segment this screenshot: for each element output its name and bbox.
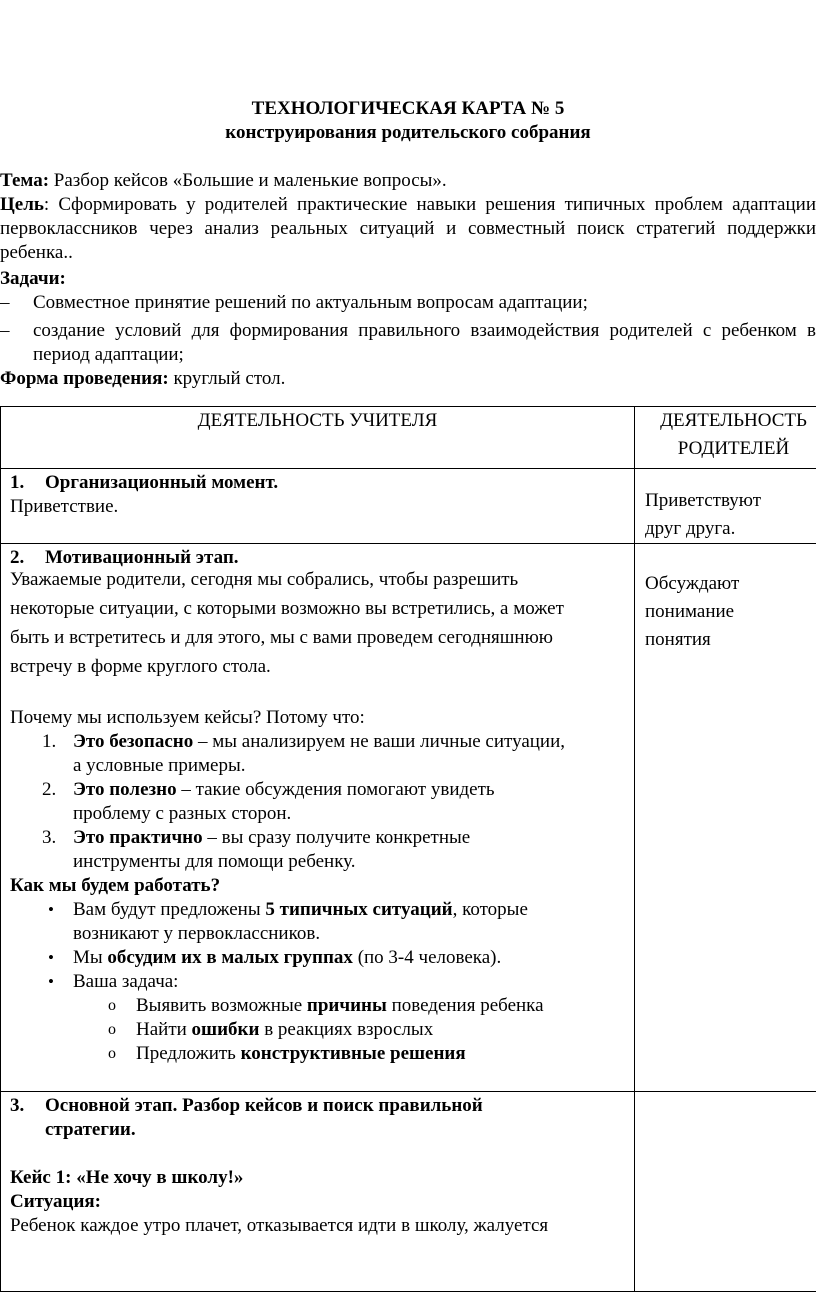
task-text: создание условий для формирования правильного взаимодействия родителей с ребенком в период адаптации; <box>33 319 816 367</box>
bullet-marker: • <box>48 970 54 994</box>
stage-heading: стратегии. <box>45 1118 136 1142</box>
case-title: Кейс 1: «Не хочу в школу!» <box>10 1166 243 1190</box>
parents-text-line: понимание <box>645 598 734 626</box>
goal-paragraph <box>0 193 816 265</box>
situation-label: Ситуация: <box>10 1190 101 1214</box>
sub-bullet-item <box>136 1018 433 1042</box>
reason-number: 1. <box>42 730 56 754</box>
table-row <box>1 469 816 544</box>
bullet-text: Мы <box>73 947 107 968</box>
sub-bullet-text: Предложить <box>136 1043 241 1064</box>
bullet-bold: 5 типичных ситуаций <box>265 899 452 920</box>
sub-bullet-item <box>136 1042 466 1066</box>
parents-text-line: понятия <box>645 626 711 654</box>
stage-number: 3. <box>10 1094 24 1118</box>
bullet-text: (по 3-4 человека). <box>353 947 501 968</box>
bullet-item <box>73 898 528 922</box>
parents-text-line: Обсуждают <box>645 570 739 598</box>
topic-line <box>0 169 816 193</box>
intro-line: встречу в форме круглого стола. <box>10 653 271 681</box>
reason-item <box>73 778 495 802</box>
reason-number: 3. <box>42 826 56 850</box>
sub-bullet-marker: o <box>108 1018 116 1042</box>
reason-line2: инструменты для помощи ребенку. <box>73 850 356 874</box>
sub-bullet-bold: причины <box>307 995 387 1016</box>
teacher-cell <box>1 1092 635 1292</box>
header-parents <box>635 407 816 469</box>
goal-text: : Сформировать у родителей практические навыки решения типичных проблем адаптации первоклассников через анализ реальных ситуаций и совместный поиск стратегий поддержки ребенка.. <box>0 194 816 263</box>
stage-number: 2. <box>10 546 24 570</box>
form-text: круглый стол. <box>169 368 286 389</box>
stage-number: 1. <box>10 471 24 495</box>
bullet-text: Вам будут предложены <box>73 899 265 920</box>
bullet-text: , которые <box>453 899 528 920</box>
dash-marker: – <box>0 291 10 315</box>
sub-bullet-text: поведения ребенка <box>387 995 544 1016</box>
intro-line: некоторые ситуации, с которыми возможно вы встретились, а может <box>10 595 564 623</box>
stage-heading: Мотивационный этап. <box>45 546 239 570</box>
intro-line: быть и встретитесь и для этого, мы с вами проведем сегодняшнюю <box>10 624 553 652</box>
sub-bullet-text: Найти <box>136 1019 192 1040</box>
reason-bold: Это безопасно <box>73 731 193 752</box>
parents-cell <box>635 544 816 1092</box>
sub-bullet-bold: конструктивные решения <box>241 1043 466 1064</box>
table-header-row <box>1 407 816 469</box>
reason-line2: проблему с разных сторон. <box>73 802 291 826</box>
parents-text-line: Приветствуют <box>645 487 761 515</box>
sub-bullet-marker: o <box>108 1042 116 1066</box>
header-teacher: ДЕЯТЕЛЬНОСТЬ УЧИТЕЛЯ <box>1 407 635 469</box>
bullet-item <box>73 946 501 970</box>
reason-item <box>73 730 565 754</box>
table-row <box>1 1092 816 1292</box>
topic-label: Тема: <box>0 170 49 191</box>
reason-text: – вы сразу получите конкретные <box>203 827 471 848</box>
sub-bullet-bold: ошибки <box>192 1019 260 1040</box>
sub-bullet-text: Выявить возможные <box>136 995 307 1016</box>
tasks-label: Задачи: <box>0 267 816 291</box>
reason-item <box>73 826 470 850</box>
parents-text-line: друг друга. <box>645 515 735 543</box>
bullet-bold: обсудим их в малых группах <box>107 947 353 968</box>
bullet-item: Ваша задача: <box>73 970 178 994</box>
document-subtitle: конструирования родительского собрания <box>0 121 816 145</box>
sub-bullet-text: в реакциях взрослых <box>259 1019 433 1040</box>
form-label: Форма проведения: <box>0 368 169 389</box>
intro-line: Уважаемые родители, сегодня мы собрались, чтобы разрешить <box>10 566 518 594</box>
bullet-line2: возникают у первоклассников. <box>73 922 320 946</box>
stage-text: Приветствие. <box>10 495 118 519</box>
why-question: Почему мы используем кейсы? Потому что: <box>10 706 365 730</box>
topic-text: Разбор кейсов «Большие и маленькие вопросы». <box>49 170 447 191</box>
stage-heading: Организационный момент. <box>45 471 278 495</box>
reason-line2: а условные примеры. <box>73 754 246 778</box>
teacher-cell <box>1 544 635 1092</box>
header-parents-line2: РОДИТЕЛЕЙ <box>635 435 816 463</box>
reason-bold: Это полезно <box>73 779 177 800</box>
parents-cell <box>635 469 816 544</box>
document-title: ТЕХНОЛОГИЧЕСКАЯ КАРТА № 5 <box>0 97 816 121</box>
how-heading: Как мы будем работать? <box>10 874 220 898</box>
dash-marker: – <box>0 319 10 343</box>
reason-bold: Это практично <box>73 827 203 848</box>
form-line <box>0 367 816 391</box>
sub-bullet-marker: o <box>108 994 116 1018</box>
situation-text: Ребенок каждое утро плачет, отказывается идти в школу, жалуется <box>10 1214 548 1238</box>
parents-cell <box>635 1092 816 1292</box>
reason-text: – мы анализируем не ваши личные ситуации, <box>193 731 565 752</box>
table-row <box>1 544 816 1092</box>
activity-table <box>0 406 816 1292</box>
stage-heading: Основной этап. Разбор кейсов и поиск правильной <box>45 1094 483 1118</box>
goal-label: Цель <box>0 194 44 215</box>
task-text: Совместное принятие решений по актуальным вопросам адаптации; <box>33 291 816 315</box>
sub-bullet-item <box>136 994 544 1018</box>
reason-number: 2. <box>42 778 56 802</box>
bullet-marker: • <box>48 898 54 922</box>
header-parents-line1: ДЕЯТЕЛЬНОСТЬ <box>635 407 816 435</box>
reason-text: – такие обсуждения помогают увидеть <box>177 779 495 800</box>
bullet-marker: • <box>48 946 54 970</box>
teacher-cell <box>1 469 635 544</box>
